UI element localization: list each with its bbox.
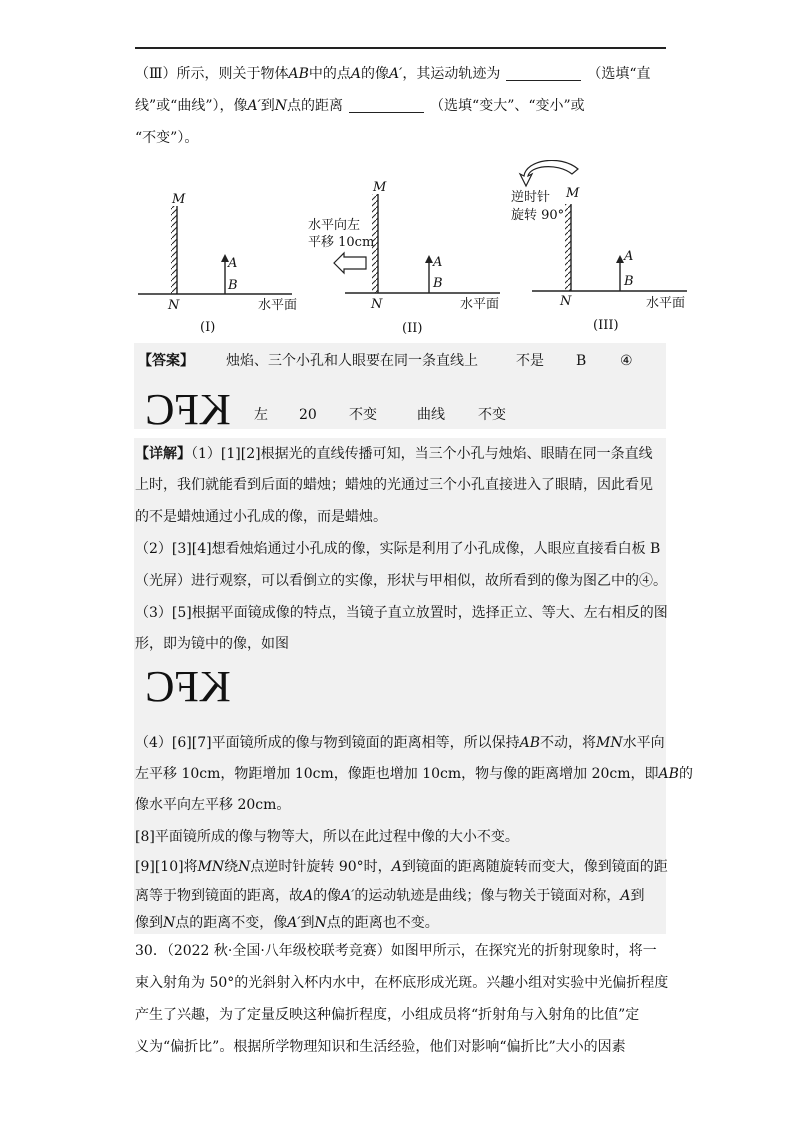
- figure-3: [520, 160, 687, 291]
- label-b: B: [624, 274, 634, 289]
- label-ground: 水平面: [460, 297, 500, 312]
- rotate-note-2: 旋转 90°: [511, 208, 565, 223]
- answer-9: 不变: [478, 407, 506, 423]
- detail-line: 离等于物到镜面的距离，故A的像A′的运动轨迹是曲线；像与物关于镜面对称，A到: [135, 888, 645, 904]
- shift-note-1: 水平向左: [308, 218, 361, 233]
- q30-line: 产生了兴趣，为了定量反映这种偏折程度，小组成员将“折射角与入射角的比值”定: [135, 1007, 640, 1023]
- mirrored-kfc-image: [136, 663, 240, 707]
- detail-line: 像到N点的距离不变，像A′到N点的距离也不变。: [135, 915, 439, 931]
- label-a: A: [433, 255, 443, 270]
- answer-3: B: [576, 353, 587, 369]
- label-ground: 水平面: [646, 296, 686, 311]
- detail-line: （光屏）进行观察，可以看倒立的实像，形状与甲相似，故所看到的像为图乙中的④。: [135, 573, 667, 589]
- rotate-ccw-icon: [520, 160, 578, 186]
- caption-3: (III): [593, 318, 619, 333]
- label-b: B: [433, 276, 443, 291]
- answer-4: ④: [620, 353, 633, 369]
- q30-line: 30．（2022 秋·全国·八年级校联考竞赛）如图甲所示，在探究光的折射现象时，将一: [135, 943, 657, 959]
- answer-6: 20: [299, 407, 317, 423]
- label-n: N: [168, 298, 180, 313]
- answer-8: 曲线: [417, 407, 445, 423]
- label-n: N: [371, 297, 383, 312]
- detail-line: [8]平面镜所成的像与物等大，所以在此过程中像的大小不变。: [135, 829, 519, 845]
- label-b: B: [228, 278, 238, 293]
- caption-2: (II): [402, 321, 423, 336]
- detail-line: 的不是蜡烛通过小孔成的像，而是蜡烛。: [135, 509, 387, 525]
- question-line-1: （Ⅲ）所示，则关于物体AB中的点A的像A′，其运动轨迹为 （选填“直: [135, 66, 651, 82]
- figure-1: [138, 206, 292, 294]
- figures-svg: [130, 160, 690, 340]
- question-line-3: “不变”）。: [135, 130, 199, 146]
- detail-line: 【详解】（1）[1][2]根据光的直线传播可知，当三个小孔与烛焰、眼睛在同一条直线: [135, 446, 653, 462]
- header-rule: [135, 47, 666, 49]
- detail-line: 左平移 10cm，物距增加 10cm，像距也增加 10cm，物与像的距离增加 20cm，即AB的: [135, 766, 693, 782]
- q30-line: 义为“偏折比”。根据所学物理知识和生活经验，他们对影响“偏折比”大小的因素: [135, 1039, 626, 1055]
- label-m: M: [373, 180, 387, 195]
- mirror-figures: [130, 160, 690, 340]
- answer-5: 左: [254, 407, 268, 423]
- label-m: M: [172, 192, 186, 207]
- label-n: N: [560, 294, 572, 309]
- label-a: A: [228, 256, 238, 271]
- left-arrow-icon: [334, 253, 366, 273]
- detail-line: 形，即为镜中的像，如图: [135, 636, 289, 652]
- caption-1: (I): [200, 320, 216, 335]
- label-ground: 水平面: [258, 298, 298, 313]
- answer-7: 不变: [349, 407, 377, 423]
- rotate-note-1: 逆时针: [511, 190, 551, 205]
- kfc-glyphs: KFC: [145, 663, 231, 707]
- detail-line: [9][10]将MN绕N点逆时针旋转 90°时，A到镜面的距离随旋转而变大，像到镜面的距: [135, 859, 668, 875]
- answer-1: 烛焰、三个小孔和人眼要在同一条直线上: [226, 353, 478, 369]
- answer-label: 【答案】: [138, 353, 194, 369]
- shift-note-2: 平移 10cm: [308, 235, 375, 250]
- detail-line: 像水平向左平移 20cm。: [135, 797, 291, 813]
- label-a: A: [624, 249, 634, 264]
- label-m: M: [566, 186, 580, 201]
- answer-blank-2[interactable]: [349, 98, 424, 113]
- answer-2: 不是: [516, 353, 544, 369]
- question-line-2: 线”或“曲线”），像A′到N点的距离 （选填“变大”、“变小”或: [135, 98, 585, 114]
- kfc-glyphs: KFC: [145, 386, 231, 430]
- detail-line: （2）[3][4]想看烛焰通过小孔成的像，实际是利用了小孔成像，人眼应直接看白板 B: [135, 541, 661, 557]
- q30-line: 束入射角为 50°的光斜射入杯内水中，在杯底形成光斑。兴趣小组对实验中光偏折程度: [135, 975, 669, 991]
- detail-line: 上时，我们就能看到后面的蜡烛；蜡烛的光通过三个小孔直接进入了眼睛，因此看见: [135, 477, 653, 493]
- answer-blank-1[interactable]: [506, 66, 581, 81]
- detail-line: （4）[6][7]平面镜所成的像与物到镜面的距离相等，所以保持AB不动，将MN水平向: [135, 735, 665, 751]
- mirrored-kfc-image: [136, 386, 240, 430]
- detail-line: （3）[5]根据平面镜成像的特点，当镜子直立放置时，选择正立、等大、左右相反的图: [135, 605, 668, 621]
